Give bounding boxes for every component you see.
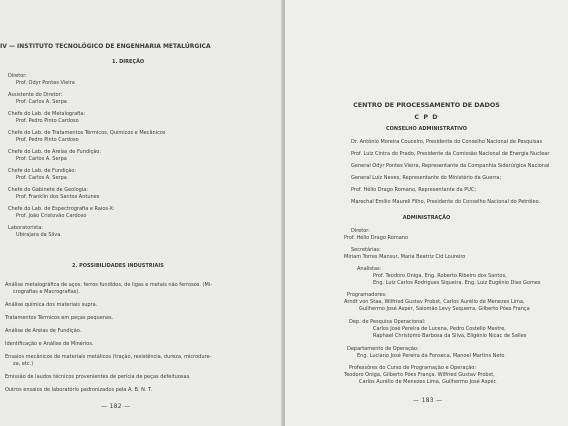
council-member: Dr. Antônio Moreira Couceiro, Presidente do Conselho Nacional de Pesquisas bbox=[351, 139, 543, 145]
institute-heading: IV — INSTITUTO TECNOLÓGICO DE ENGENHARIA METALÚRGICA bbox=[0, 43, 211, 50]
possibility-item: Tratamentos Térmicos em peças pequenas. bbox=[5, 315, 114, 321]
staff-role: Assistente do Diretor: bbox=[8, 92, 63, 98]
possibility-item-continued: crografias e Macrografias). bbox=[13, 289, 80, 295]
staff-role: Chefe do Lab. de Metalografia: bbox=[8, 111, 86, 117]
possibility-item: Emissão de laudos técnicos provenientes de perícia de peças defeituosas. bbox=[5, 374, 191, 380]
possibility-item: Análise metalográfica de aços, ferros fundidos, de ligas e metais não ferrosos. (Mi- bbox=[5, 282, 213, 288]
page-number: — 183 — bbox=[413, 397, 443, 404]
staff-role: Chefe do Gabinete de Geologia: bbox=[8, 187, 88, 193]
secretaries-names: Miriam Torres Mansur, Maria Beatriz Cid Loureiro bbox=[344, 254, 466, 260]
possibilities-section-title: 2. POSSIBILIDADES INDUSTRIAIS bbox=[72, 263, 164, 269]
council-member: General Odyr Pontes Vieira, Representante da Companhia Siderúrgica Nacional bbox=[351, 163, 550, 169]
possibility-item: Identificação e Análise de Minérios. bbox=[5, 341, 94, 347]
staff-name: Prof. Odyr Pontes Vieira bbox=[16, 80, 75, 86]
teachers-line: Carlos Aurélio de Menezes Lima, Guilhermo José Aspér. bbox=[359, 379, 497, 385]
staff-role: Chefe do Lab. de Areias de Fundição: bbox=[8, 149, 102, 155]
programmers-line: Arndt von Staa, Wilfried Gustav Probst, Carlos Aurélio de Menezes Lima, bbox=[344, 299, 525, 305]
possibility-item: Análise química dos materiais supra. bbox=[5, 302, 98, 308]
staff-name: Prof. Carlos A. Serpa bbox=[16, 156, 67, 162]
staff-name: Ubirajara da Silva. bbox=[16, 232, 62, 238]
operation-label: Departamento de Operação: bbox=[347, 346, 419, 352]
analysts-line: Prof. Teodoro Oniga, Eng. Roberto Ribeiro dos Santos, bbox=[373, 273, 507, 279]
programmers-label: Programadores: bbox=[347, 292, 387, 298]
possibility-item: Outros ensaios de laboratório padronizados pela A. B. N. T. bbox=[5, 387, 153, 393]
staff-role: Laboratorista: bbox=[8, 225, 43, 231]
research-label: Dep. de Pesquisa Operacional: bbox=[349, 319, 426, 325]
staff-role: Chefe do Lab. de Espectrografia e Raios-X: bbox=[8, 206, 115, 212]
analysts-label: Analistas: bbox=[357, 266, 382, 272]
possibility-item: Análise de Areias de Fundição. bbox=[5, 328, 82, 334]
staff-role: Chefe do Lab. de Tratamentos Térmicos, Químicos e Mecânicos bbox=[8, 130, 166, 136]
possibility-item-continued: za, etc.) bbox=[13, 361, 34, 367]
staff-role: Diretor: bbox=[8, 73, 27, 79]
teachers-line: Teodoro Oniga, Gilberto Póes França, Wilfried Gustav Probst, bbox=[344, 372, 495, 378]
council-member: Prof. Luiz Cintra do Prado, Presidente da Comissão Nacional de Energia Nuclear bbox=[351, 151, 550, 157]
possibility-item: Ensaios mecânicos de materiais metálicos (tração, resistência, dureza, microdure- bbox=[5, 354, 212, 360]
left-page bbox=[0, 0, 283, 426]
cpd-abbreviation: C P D bbox=[414, 113, 439, 121]
council-member: Prof. Hélio Drago Romano, Representante da PUC; bbox=[351, 187, 477, 193]
operation-names: Eng. Luciano José Pereira da Fonseca, Manoel Martins Neto bbox=[357, 353, 505, 359]
director-name: Prof. Hélio Drago Romano bbox=[344, 235, 409, 241]
administration-title: ADMINISTRAÇÃO bbox=[402, 215, 451, 221]
staff-role: Chefe do Lab. de Fundição: bbox=[8, 168, 77, 174]
staff-name: Prof. João Cristovão Cardoso bbox=[16, 213, 87, 219]
staff-name: Prof. Carlos A. Serpa bbox=[16, 99, 67, 105]
direction-section-title: 1. DIREÇÃO bbox=[112, 59, 145, 65]
staff-name: Prof. Pedro Pinto Cardoso bbox=[16, 137, 79, 143]
staff-name: Prof. Carlos A. Serpa bbox=[16, 175, 67, 181]
secretaries-label: Secretárias: bbox=[351, 247, 381, 253]
programmers-line: Guilhermo José Aspér, Salomão Levy Sequerra, Gilberto Póes França bbox=[359, 306, 530, 312]
staff-name: Prof. Pedro Pinto Cardoso bbox=[16, 118, 79, 124]
right-page bbox=[285, 0, 568, 426]
council-title: CONSELHO ADMINISTRATIVO bbox=[385, 126, 468, 132]
council-member: General Luiz Neves, Representante do Ministério da Guerra; bbox=[351, 175, 502, 181]
research-line: Carlos José Pereira de Lucena, Pedro Costello Mestre, bbox=[373, 326, 506, 332]
page-number: — 182 — bbox=[101, 403, 131, 410]
council-member: Marechal Emílio Maurell Filho, Presidente do Conselho Nacional do Petróleo. bbox=[351, 199, 541, 205]
staff-name: Prof. Franklin dos Santos Antunes bbox=[16, 194, 100, 200]
analysts-line: Eng. Luiz Carlos Rodrigues Siqueira, Eng. Luiz Eugênio Dias Gomes bbox=[373, 280, 541, 286]
director-label: Diretor: bbox=[351, 228, 370, 234]
research-line: Raphael Christomo Barbosa da Silva, Eligênio Nicac de Salles bbox=[373, 333, 527, 339]
cpd-title: CENTRO DE PROCESSAMENTO DE DADOS bbox=[353, 101, 500, 109]
teachers-label: Professôres do Curso de Programação e Operação: bbox=[349, 365, 477, 371]
